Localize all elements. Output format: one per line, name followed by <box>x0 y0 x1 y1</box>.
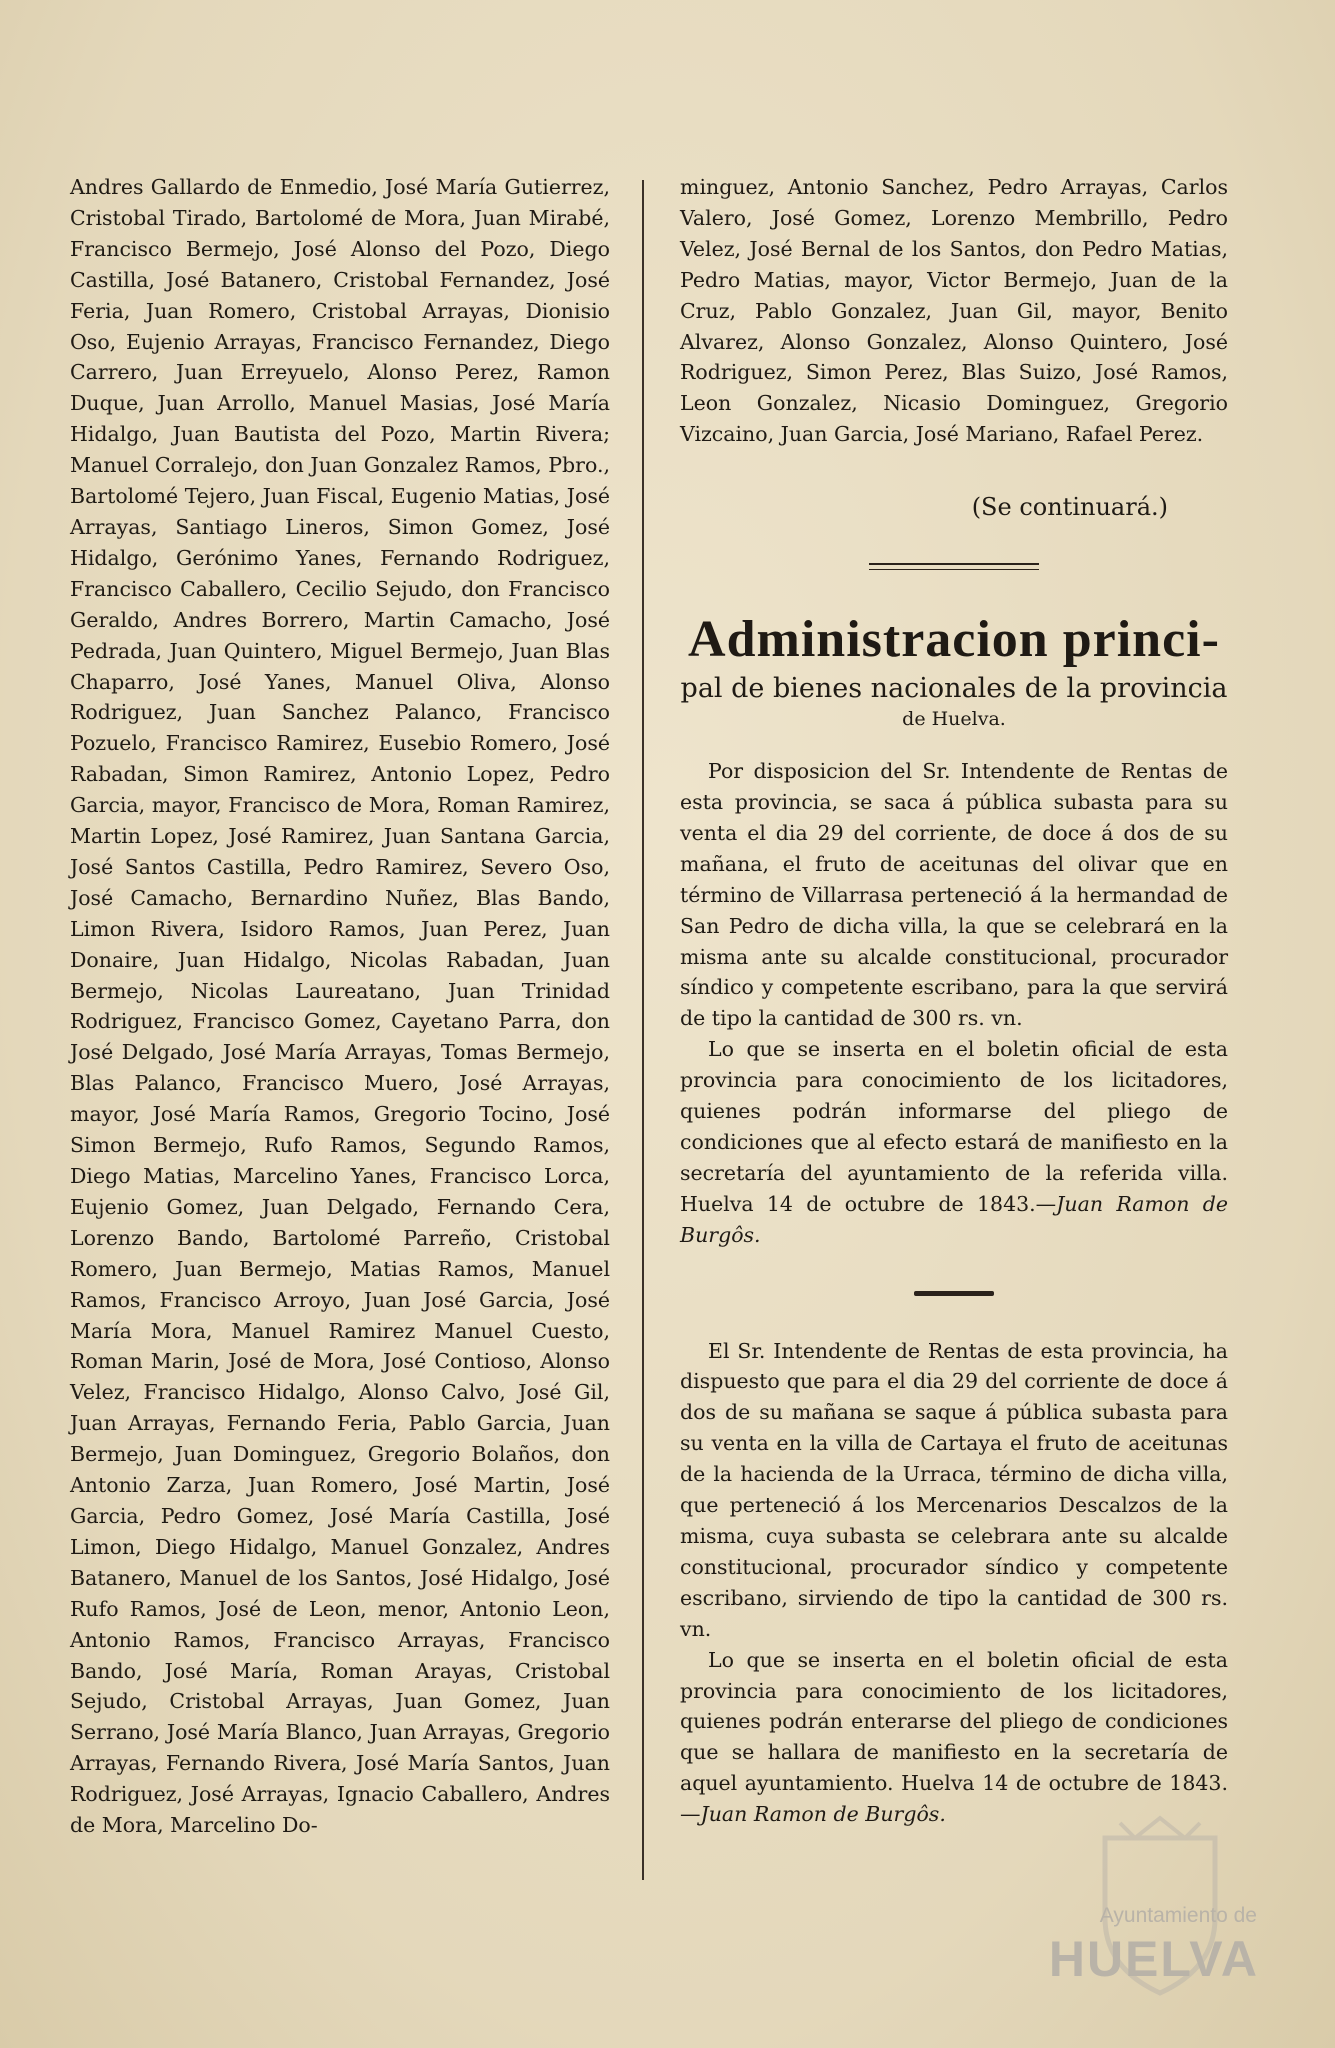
names-list: Andres Gallardo de Enmedio, José María Gutierrez, Cristobal Tirado, Bartolomé de Mora, Juan Mirabé, Francisco Bermejo, José Alonso del Pozo, Diego Castilla, José Batanero, Cristobal Fernandez, José Feria, Juan Romero, Cristobal Arrayas, Dionisio Oso, Eujenio Arrayas, Francisco Fernandez, Diego Carrero, Juan Erreyuelo, Alonso Perez, Ramon Duque, Juan Arrollo, Manuel Masias, José María Hidalgo, Juan Bautista del Pozo, Martin Rivera; Manuel Corralejo, don Juan Gonzalez Ramos, Pbro., Bartolomé Tejero, Juan Fiscal, Eugenio Matias, José Arrayas, Santiago Lineros, Simon Gomez, José Hidalgo, Gerónimo Yanes, Fernando Rodriguez, Francisco Caballero, Cecilio Sejudo, don Francisco Geraldo, Andres Borrero, Martin Camacho, José Pedrada, Juan Quintero, Miguel Bermejo, Juan Blas Chaparro, José Yanes, Manuel Oliva, Alonso Rodriguez, Juan Sanchez Palanco, Francisco Pozuelo, Francisco Ramirez, Eusebio Romero, José Rabadan, Simon Ramirez, Antonio Lopez, Pedro Garcia, mayor, Francisco de Mora, Roman Ramirez, Martin Lopez, José Ramirez, Juan Santana Garcia, José Santos Castilla, Pedro Ramirez, Severo Oso, José Camacho, Bernardino Nuñez, Blas Bando, Limon Rivera, Isidoro Ramos, Juan Perez, Juan Donaire, Juan Hidalgo, Nicolas Rabadan, Juan Bermejo, Nicolas Laureatano, Juan Trinidad Rodriguez, Francisco Gomez, Cayetano Parra, don José Delgado, José María Arrayas, Tomas Bermejo, Blas Palanco, Francisco Muero, José Arrayas, mayor, José María Ramos, Gregorio Tocino, José Simon Bermejo, Rufo Ramos, Segundo Ramos, Diego Matias, Marcelino Yanes, Francisco Lorca, Eujenio Gomez, Juan Delgado, Fernando Cera, Lorenzo Bando, Bartolomé Parreño, Cristobal Romero, Juan Bermejo, Matias Ramos, Manuel Ramos, Francisco Arroyo, Juan José Garcia, José María Mora, Manuel Ramirez Manuel Cuesto, Roman Marin, José de Mora, José Contioso, Alonso Velez, Francisco Hidalgo, Alonso Calvo, José Gil, Juan Arrayas, Fernando Feria, Pablo Garcia, Juan Bermejo, Juan Dominguez, Gregorio Bolaños, don Antonio Zarza, Juan Romero, José Martin, José Garcia, Pedro Gomez, José María Castilla, José Limon, Diego Hidalgo, Manuel Gonzalez, Andres Batanero, Manuel de los Santos, José Hidalgo, José Rufo Ramos, José de Leon, menor, Antonio Leon, Antonio Ramos, Francisco Arrayas, Francisco Bando, José María, Roman Arayas, Cristobal Sejudo, Cristobal Arrayas, Juan Gomez, Juan Serrano, José María Blanco, Juan Arrayas, Gregorio Arrayas, Fernando Rivera, José María Santos, Juan Rodriguez, José Arrayas, Ignacio Caballero, Andres de Mora, Marcelino Do- <box>70 175 610 1838</box>
notice-1-paragraph-1: Por disposicion del Sr. Intendente de Rentas de esta provincia, se saca á pública subasta para su venta el dia 29 del corriente, de doce á dos de su mañana, el fruto de aceitunas del olivar que en término de Villarrasa perteneció á la hermandad de San Pedro de dicha villa, la que se celebrará en la misma ante su alcalde constitucional, procurador síndico y competente escribano, para la que servirá de tipo la cantidad de 300 rs. vn. <box>680 759 1228 1031</box>
continued-note: (Se continuará.) <box>971 493 1168 522</box>
section-separator <box>869 563 1039 570</box>
notice-2-paragraph-2 <box>680 1645 1228 1830</box>
watermark-line-2: HUELVA <box>1048 1931 1259 1987</box>
notice-separator <box>914 1291 994 1296</box>
section-subheading: pal de bienes nacionales de la provincia <box>680 673 1228 705</box>
section-heading: Administracion princi- <box>688 611 1220 669</box>
notice-1-body: Lo que se inserta en el boletin oficial de esta provincia para conocimiento de los licitadores, quienes podrán informarse del pliego de condiciones que al efecto estará de manifiesto en la secretaría del ayuntamiento de la referida villa. Huelva 14 de octubre de 1843.— <box>680 1037 1228 1216</box>
notice-2-signature: Juan Ramon de Burgôs. <box>700 1802 946 1827</box>
notice-1-paragraph-2 <box>680 1034 1228 1250</box>
section-place: de Huelva. <box>902 708 1006 731</box>
column-divider <box>642 180 644 1880</box>
notice-2-paragraph-1: El Sr. Intendente de Rentas de esta provincia, ha dispuesto que para el dia 29 del corriente de doce á dos de su mañana se saque á pública subasta para su venta en la villa de Cartaya el fruto de aceitunas de la hacienda de la Urraca, término de dicha villa, que perteneció á los Mercenarios Descalzos de la misma, cuya subasta se celebrara ante su alcalde constitucional, procurador síndico y competente escribano, sirviendo de tipo la cantidad de 300 rs. vn. <box>680 1338 1228 1641</box>
names-list-continuation: minguez, Antonio Sanchez, Pedro Arrayas, Carlos Valero, José Gomez, Lorenzo Membrillo, Pedro Velez, José Bernal de los Santos, don Pedro Matias, Pedro Matias, mayor, Victor Bermejo, Juan de la Cruz, Pablo Gonzalez, Juan Gil, mayor, Benito Alvarez, Alonso Gonzalez, Alonso Quintero, José Rodriguez, Simon Perez, Blas Suizo, José Ramos, Leon Gonzalez, Nicasio Dominguez, Gregorio Vizcaino, Juan Garcia, José Mariano, Rafael Perez. <box>680 175 1228 447</box>
watermark-line-1: Ayuntamiento de <box>1099 1904 1257 1927</box>
left-column <box>70 172 610 1841</box>
right-column <box>680 172 1228 1830</box>
notice-2-body: Lo que se inserta en el boletin oficial de esta provincia para conocimiento de los licitadores, quienes podrán enterarse del pliego de condiciones que se hallara de manifiesto en la secretaría de aquel ayuntamiento. Huelva 14 de octubre de 1843.— <box>680 1647 1228 1827</box>
notice-1-signature: Juan Ramon de Burgôs. <box>680 1191 1228 1247</box>
